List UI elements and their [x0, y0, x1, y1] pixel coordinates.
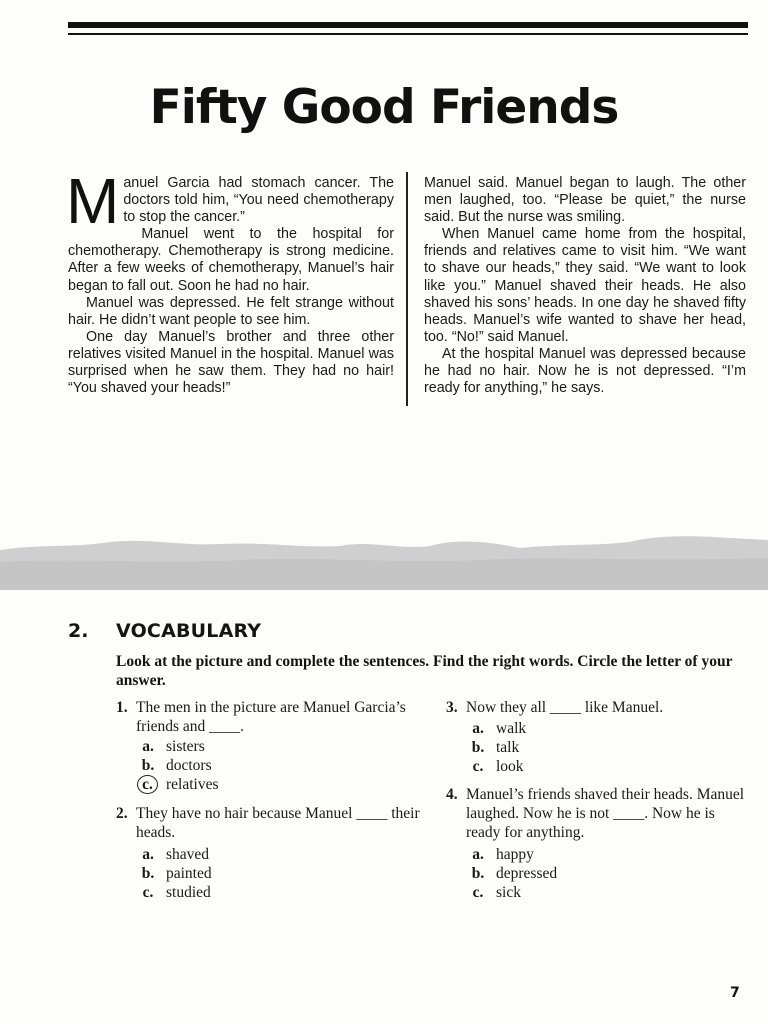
top-rule-thin [68, 33, 748, 35]
option-text: painted [166, 865, 212, 882]
story-paragraph: Manuel said. Manuel began to laugh. The other men laughed, too. “Please be quiet,” the nurse said. But the nurse was smiling. [424, 175, 746, 226]
story-paragraph: One day Manuel’s brother and three other relatives visited Manuel in the hospital. Manuel was surprised when he saw them. They had no hair! “You shaved your heads!” [68, 328, 394, 397]
question-text: The men in the picture are Manuel Garcia’s friends and ____. [136, 699, 406, 735]
option-letter: a. [142, 738, 154, 755]
story-paragraph: At the hospital Manuel was depressed because he had no hair. Now he is not depressed. “I’m ready for anything,” he says. [424, 345, 746, 397]
story-paragraph: Manuel went to the hospital for chemotherapy. Chemotherapy is strong medicine. After a few weeks of chemotherapy, Manuel’s hair began to fall out. Soon he had no hair. [68, 226, 394, 294]
option-letter: c. [472, 884, 484, 901]
column-divider [406, 172, 408, 406]
option-text: sisters [166, 738, 205, 755]
top-rule-thick [68, 22, 748, 28]
drop-cap: M [66, 165, 120, 237]
option-text: talk [496, 739, 520, 756]
story-paragraph: Manuel Garcia had stomach cancer. The doctors told him, “You need chemotherapy to stop the cancer.” [66, 165, 394, 237]
story-paragraph: When Manuel came home from the hospital, friends and relatives came to visit him. “We want to shave our heads,” they said. “We want to look like you.” Manuel shaved their heads. He also shaved his sons’ heads. In one day he shaved fifty heads. Manuel’s wife wanted to shave her head, too. “No!” said Manuel. [424, 226, 746, 345]
option-text: sick [496, 884, 521, 901]
question-number: 2. [116, 805, 128, 822]
story-right-column [424, 175, 746, 397]
page-number: 7 [730, 985, 740, 1001]
option-letter: a. [142, 846, 154, 863]
question-number: 1. [116, 699, 128, 716]
story-left-column [66, 165, 394, 397]
option-letter: a. [472, 846, 484, 863]
option-letter: b. [471, 865, 485, 882]
option-text: look [496, 758, 524, 775]
question-text: Now they all ____ like Manuel. [466, 699, 664, 716]
option-letter: b. [141, 757, 155, 774]
option-text: studied [166, 884, 211, 901]
option-letter: c. [142, 884, 154, 901]
section-instructions: Look at the picture and complete the sentences. Find the right words. Circle the letter of your answer. [116, 653, 733, 689]
story-title: Fifty Good Friends [149, 80, 619, 135]
option-text: walk [496, 720, 527, 737]
option-text: depressed [496, 865, 558, 882]
option-text: relatives [166, 776, 219, 793]
question-text: They have no hair because Manuel ____ their heads. [136, 805, 420, 841]
option-letter: b. [141, 865, 155, 882]
option-letter: a. [472, 720, 484, 737]
option-text: happy [496, 846, 534, 863]
faded-photo-strip [0, 528, 768, 590]
story-paragraph: Manuel was depressed. He felt strange without hair. He didn’t want people to see him. [68, 294, 394, 328]
section-title: VOCABULARY [116, 620, 262, 642]
option-text: shaved [166, 846, 210, 863]
option-letter: c. [472, 758, 484, 775]
question-number: 3. [446, 699, 458, 716]
option-text: doctors [166, 757, 212, 774]
option-letter: b. [471, 739, 485, 756]
section-number: 2. [68, 620, 89, 642]
question-number: 4. [446, 786, 458, 803]
question-text: Manuel’s friends shaved their heads. Manuel laughed. Now he is not ____. Now he is ready for anything. [466, 786, 745, 841]
circled-option-letter: c. [137, 775, 158, 794]
